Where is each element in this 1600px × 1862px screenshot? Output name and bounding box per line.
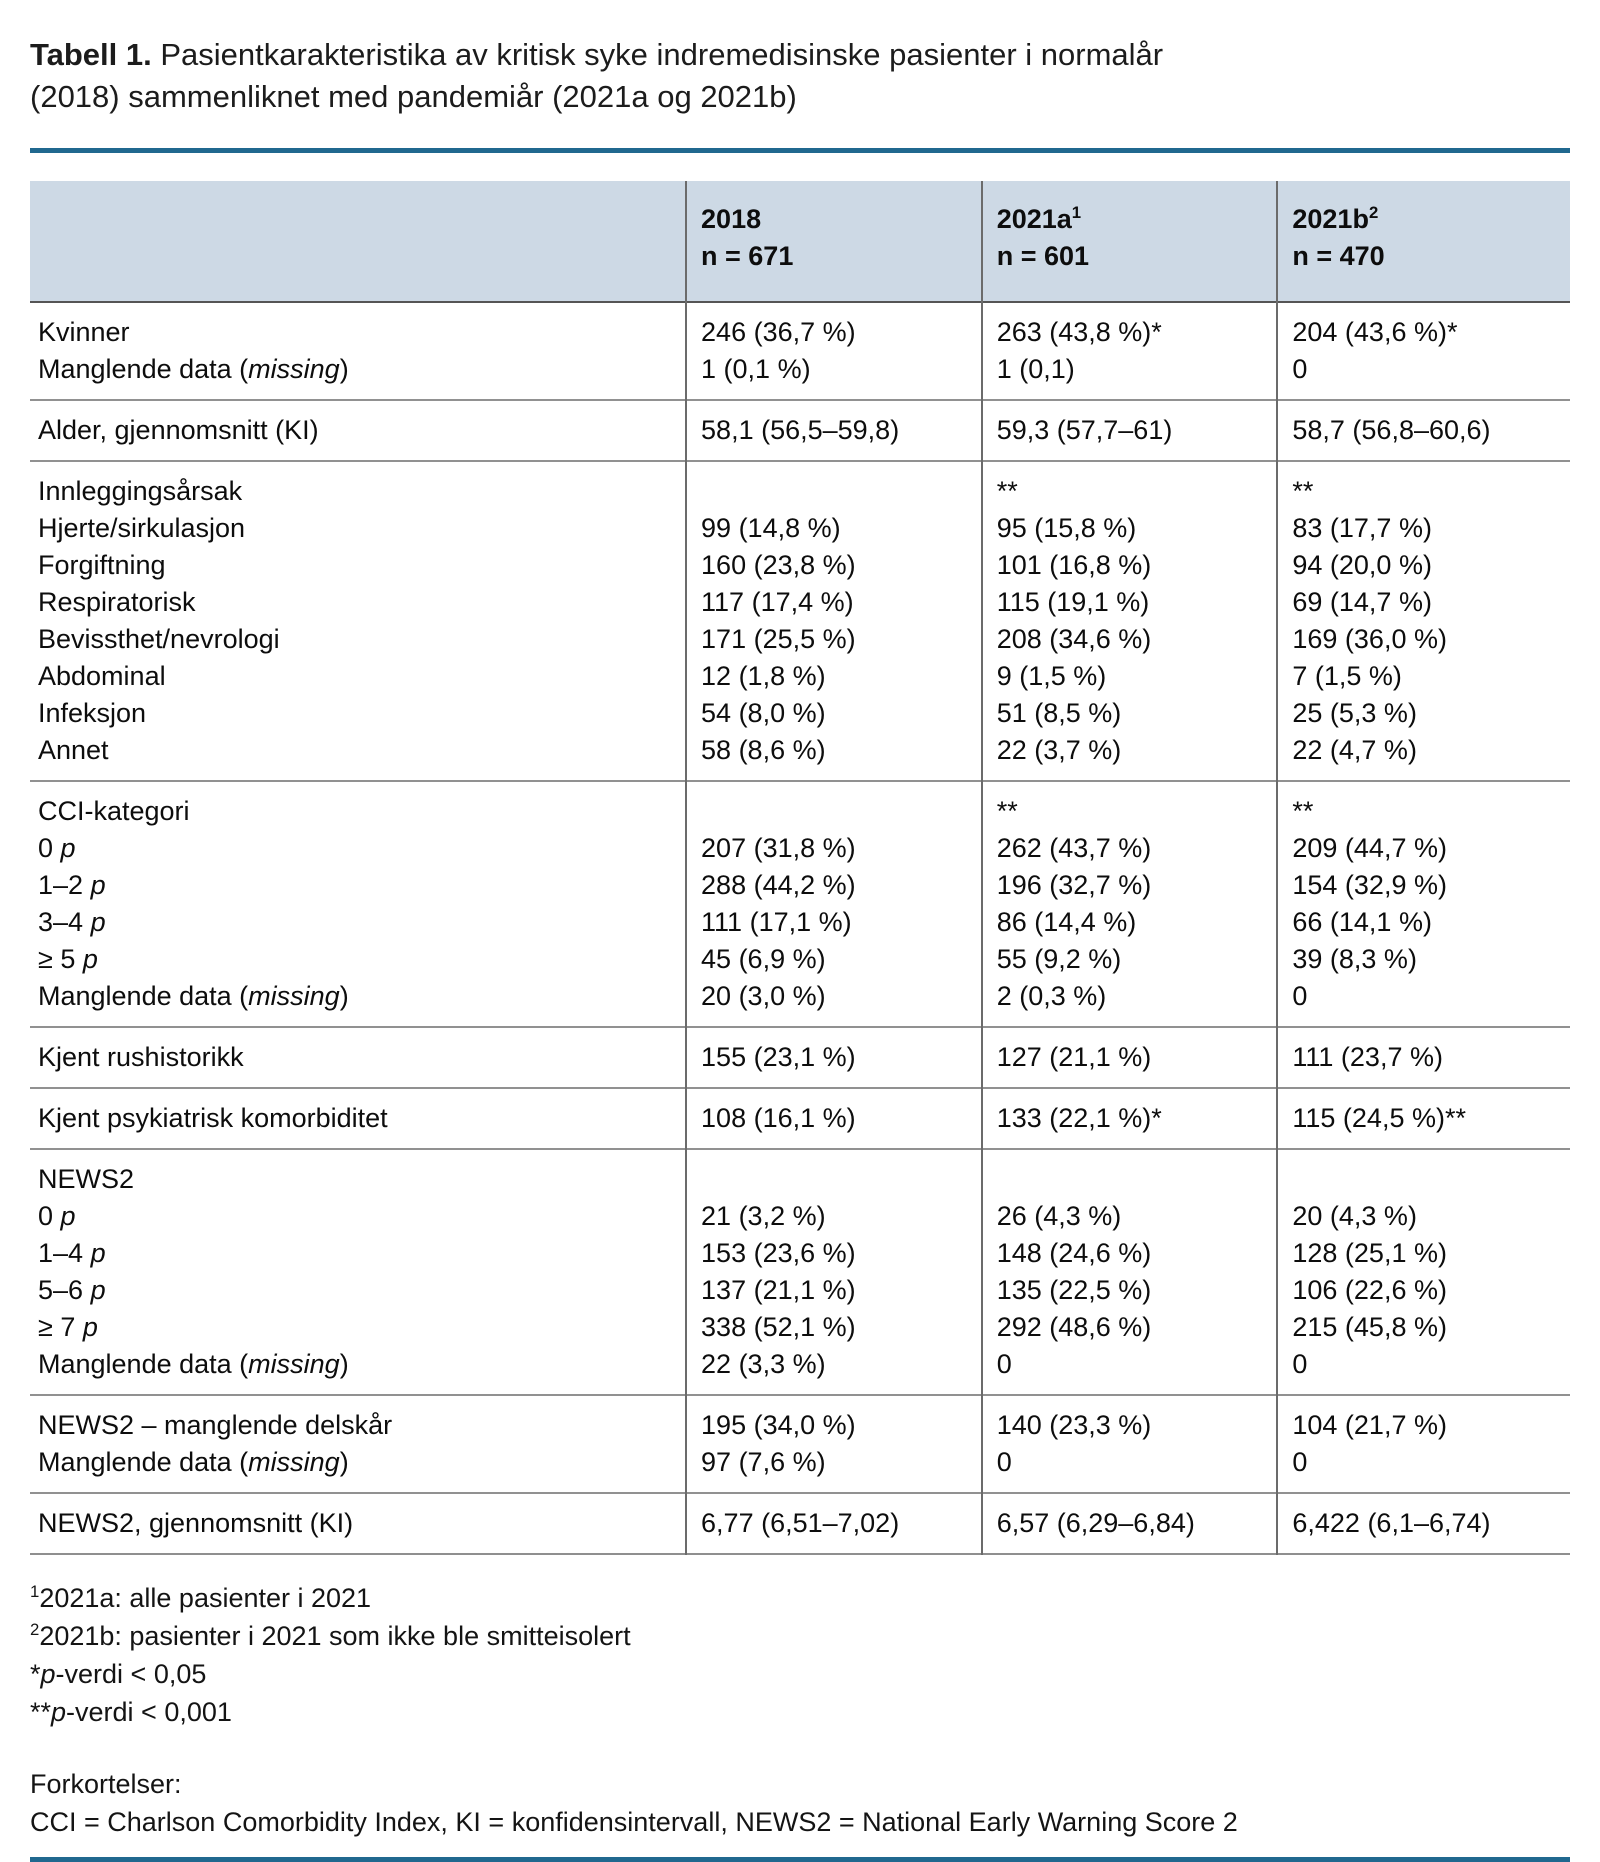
- cell-value: 95 (15,8 %): [996, 513, 1137, 543]
- cell-value: 6,77 (6,51–7,02): [701, 1508, 900, 1538]
- cell-value: 59,3 (57,7–61): [996, 415, 1173, 445]
- row-label-cell: [30, 302, 686, 400]
- table-row-group: [30, 1149, 1570, 1395]
- cell-value: 0: [1292, 1349, 1308, 1379]
- cell-value: 22 (3,3 %): [701, 1349, 826, 1379]
- value-cell-2021b: [1277, 461, 1570, 781]
- row-label: Innleggingsårsak: [38, 476, 243, 506]
- cell-value: 22 (3,7 %): [996, 735, 1122, 765]
- cell-value: 128 (25,1 %): [1292, 1238, 1447, 1268]
- value-cell-2018: [686, 1027, 982, 1088]
- cell-value: 135 (22,5 %): [996, 1275, 1152, 1305]
- row-label: Manglende data (missing): [38, 981, 349, 1011]
- table-row-group: [30, 1493, 1570, 1554]
- value-cell-2021b: [1277, 1395, 1570, 1493]
- row-label: Kjent rushistorikk: [38, 1042, 244, 1072]
- cell-value: 6,422 (6,1–6,74): [1292, 1508, 1491, 1538]
- value-cell-2021a: [982, 1088, 1278, 1149]
- cell-value: 209 (44,7 %): [1292, 833, 1447, 863]
- row-label: Kjent psykiatrisk komorbiditet: [38, 1103, 388, 1133]
- table-row-group: [30, 781, 1570, 1027]
- cell-value: 338 (52,1 %): [701, 1312, 856, 1342]
- cell-value: [997, 1161, 1269, 1198]
- row-label: Respiratorisk: [38, 587, 196, 617]
- cell-value: 117 (17,4 %): [701, 587, 854, 617]
- cell-value: 196 (32,7 %): [996, 870, 1152, 900]
- footnote: $^2$2021b: pasienter i 2021 som ikke ble smitteisolert: [30, 1620, 631, 1651]
- bottom-rule: [30, 1857, 1570, 1862]
- value-cell-2018: [686, 302, 982, 400]
- table-title-text: Pasientkarakteristika av kritisk syke indremedisinske pasienter i normalår (2018) sammenliknet med pandemiår (2021a og 2021b): [30, 37, 1164, 114]
- cell-value: 111 (23,7 %): [1292, 1042, 1443, 1072]
- table-row-group: [30, 461, 1570, 781]
- cell-value: 66 (14,1 %): [1292, 907, 1432, 937]
- row-label: Bevissthet/nevrologi: [38, 624, 280, 654]
- row-label: 5–6 p: [38, 1275, 106, 1305]
- cell-value: 83 (17,7 %): [1292, 513, 1432, 543]
- cell-value: [1292, 1161, 1562, 1198]
- cell-value: 51 (8,5 %): [996, 698, 1122, 728]
- row-label-cell: [30, 400, 686, 461]
- cell-value: 292 (48,6 %): [996, 1312, 1152, 1342]
- row-label-cell: [30, 1027, 686, 1088]
- cell-value: [701, 1161, 973, 1198]
- row-label: NEWS2 – manglende delskår: [38, 1410, 393, 1440]
- cell-value: 207 (31,8 %): [701, 833, 856, 863]
- value-cell-2021b: [1277, 1088, 1570, 1149]
- value-cell-2021b: [1277, 1027, 1570, 1088]
- column-n-label: n = 601: [996, 241, 1090, 271]
- cell-value: 0: [1292, 1447, 1308, 1477]
- row-label-cell: [30, 1088, 686, 1149]
- row-label-cell: [30, 1493, 686, 1554]
- cell-value: 263 (43,8 %)*: [996, 317, 1162, 347]
- value-cell-2021a: [982, 400, 1278, 461]
- value-cell-2021b: [1277, 302, 1570, 400]
- cell-value: 54 (8,0 %): [701, 698, 826, 728]
- value-cell-2018: [686, 781, 982, 1027]
- cell-value: 94 (20,0 %): [1292, 550, 1432, 580]
- column-n-label: n = 671: [701, 241, 794, 271]
- cell-value: 127 (21,1 %): [996, 1042, 1152, 1072]
- abbreviations-heading: Forkortelser:: [30, 1769, 182, 1799]
- table-title-label: Tabell 1.: [30, 37, 152, 72]
- cell-value: 6,57 (6,29–6,84): [996, 1508, 1195, 1538]
- cell-value: 55 (9,2 %): [996, 944, 1122, 974]
- value-cell-2018: [686, 1088, 982, 1149]
- value-cell-2018: [686, 461, 982, 781]
- row-label: NEWS2: [38, 1164, 135, 1194]
- cell-value: 86 (14,4 %): [996, 907, 1137, 937]
- row-label: ≥ 5 p: [38, 944, 98, 974]
- cell-value: 154 (32,9 %): [1292, 870, 1447, 900]
- cell-value: 204 (43,6 %)*: [1292, 317, 1458, 347]
- value-cell-2021a: [982, 302, 1278, 400]
- cell-value: 108 (16,1 %): [701, 1103, 856, 1133]
- value-cell-2021b: [1277, 1493, 1570, 1554]
- value-cell-2018: [686, 1493, 982, 1554]
- column-footnote-marker: 1: [1071, 203, 1082, 222]
- column-footnote-marker: 2: [1368, 203, 1379, 222]
- cell-value: **: [1292, 796, 1314, 826]
- cell-value: 104 (21,7 %): [1292, 1410, 1447, 1440]
- value-cell-2018: [686, 1395, 982, 1493]
- column-n-label: n = 470: [1292, 241, 1385, 271]
- row-label: Manglende data (missing): [38, 1447, 349, 1477]
- cell-value: 195 (34,0 %): [701, 1410, 856, 1440]
- cell-value: 0: [996, 1447, 1012, 1477]
- value-cell-2018: [686, 400, 982, 461]
- row-label: NEWS2, gjennomsnitt (KI): [38, 1508, 354, 1538]
- cell-value: 115 (24,5 %)**: [1292, 1103, 1466, 1133]
- column-year-label: $2021a^1$: [996, 203, 1082, 234]
- abbreviations: [30, 1765, 1570, 1841]
- footnote: *p-verdi < 0,05: [30, 1659, 207, 1689]
- cell-value: 153 (23,6 %): [701, 1238, 856, 1268]
- cell-value: **: [996, 796, 1018, 826]
- value-cell-2018: [686, 1149, 982, 1395]
- cell-value: 9 (1,5 %): [996, 661, 1107, 691]
- cell-value: 246 (36,7 %): [701, 317, 856, 347]
- cell-value: 45 (6,9 %): [701, 944, 826, 974]
- footnote-marker: 1: [30, 1582, 40, 1601]
- cell-value: 39 (8,3 %): [1292, 944, 1417, 974]
- row-label: 1–2 p: [38, 870, 106, 900]
- row-label: Kvinner: [38, 317, 130, 347]
- cell-value: 140 (23,3 %): [996, 1410, 1152, 1440]
- row-label: CCI-kategori: [38, 796, 190, 826]
- cell-value: 1 (0,1 %): [701, 354, 811, 384]
- row-label: 3–4 p: [38, 907, 106, 937]
- cell-value: 99 (14,8 %): [701, 513, 841, 543]
- column-year-label: $2021b^2$: [1292, 203, 1379, 234]
- cell-value: [701, 473, 973, 510]
- column-header-2021b: [1277, 181, 1570, 302]
- column-header-2018: [686, 181, 982, 302]
- row-label: Annet: [38, 735, 109, 765]
- cell-value: 0: [1292, 981, 1308, 1011]
- cell-value: 22 (4,7 %): [1292, 735, 1417, 765]
- cell-value: 155 (23,1 %): [701, 1042, 856, 1072]
- row-label-cell: [30, 1149, 686, 1395]
- row-label: 0 p: [38, 833, 76, 863]
- table-title: [30, 34, 1180, 118]
- value-cell-2021b: [1277, 1149, 1570, 1395]
- value-cell-2021a: [982, 781, 1278, 1027]
- footnotes: [30, 1579, 1570, 1731]
- row-label: ≥ 7 p: [38, 1312, 98, 1342]
- cell-value: 115 (19,1 %): [996, 587, 1150, 617]
- footnote-marker: 2: [30, 1620, 40, 1639]
- value-cell-2021a: [982, 461, 1278, 781]
- cell-value: 133 (22,1 %)*: [996, 1103, 1162, 1133]
- cell-value: **: [1292, 476, 1314, 506]
- cell-value: 160 (23,8 %): [701, 550, 856, 580]
- cell-value: [701, 793, 973, 830]
- cell-value: 148 (24,6 %): [996, 1238, 1152, 1268]
- cell-value: 171 (25,5 %): [701, 624, 856, 654]
- cell-value: 20 (4,3 %): [1292, 1201, 1417, 1231]
- cell-value: **: [996, 476, 1018, 506]
- cell-value: 7 (1,5 %): [1292, 661, 1402, 691]
- cell-value: 20 (3,0 %): [701, 981, 826, 1011]
- top-rule: [30, 148, 1570, 153]
- header-row: [30, 181, 1570, 302]
- cell-value: 69 (14,7 %): [1292, 587, 1432, 617]
- value-cell-2021a: [982, 1149, 1278, 1395]
- cell-value: 169 (36,0 %): [1292, 624, 1447, 654]
- cell-value: 1 (0,1): [996, 354, 1075, 384]
- cell-value: 25 (5,3 %): [1292, 698, 1417, 728]
- table-row-group: [30, 1395, 1570, 1493]
- cell-value: 111 (17,1 %): [701, 907, 852, 937]
- footnote: **p-verdi < 0,001: [30, 1697, 232, 1727]
- value-cell-2021a: [982, 1395, 1278, 1493]
- cell-value: 58,1 (56,5–59,8): [701, 415, 900, 445]
- row-label: Forgiftning: [38, 550, 166, 580]
- cell-value: 12 (1,8 %): [701, 661, 826, 691]
- column-header-2021a: [982, 181, 1278, 302]
- cell-value: 58 (8,6 %): [701, 735, 826, 765]
- cell-value: 58,7 (56,8–60,6): [1292, 415, 1491, 445]
- row-label: Manglende data (missing): [38, 354, 349, 384]
- row-label: Abdominal: [38, 661, 166, 691]
- row-label: 1–4 p: [38, 1238, 106, 1268]
- table-row-group: [30, 1027, 1570, 1088]
- cell-value: 21 (3,2 %): [701, 1201, 826, 1231]
- cell-value: 97 (7,6 %): [701, 1447, 826, 1477]
- table-row-group: [30, 1088, 1570, 1149]
- table-row-group: [30, 400, 1570, 461]
- abbreviations-text: CCI = Charlson Comorbidity Index, KI = konfidensintervall, NEWS2 = National Early Warning Score 2: [30, 1807, 1238, 1837]
- table-header: [30, 181, 1570, 302]
- value-cell-2021b: [1277, 400, 1570, 461]
- cell-value: 262 (43,7 %): [996, 833, 1152, 863]
- row-label: Manglende data (missing): [38, 1349, 349, 1379]
- table-row-group: [30, 302, 1570, 400]
- value-cell-2021a: [982, 1027, 1278, 1088]
- table-body: [30, 302, 1570, 1554]
- cell-value: 215 (45,8 %): [1292, 1312, 1447, 1342]
- row-label-cell: [30, 461, 686, 781]
- cell-value: 26 (4,3 %): [996, 1201, 1122, 1231]
- row-label: Alder, gjennomsnitt (KI): [38, 415, 319, 445]
- patient-characteristics-table: [30, 181, 1570, 1555]
- row-label: Hjerte/sirkulasjon: [38, 513, 246, 543]
- cell-value: 0: [1292, 354, 1308, 384]
- cell-value: 0: [996, 1349, 1012, 1379]
- cell-value: 2 (0,3 %): [996, 981, 1107, 1011]
- row-label-cell: [30, 781, 686, 1027]
- column-year-label: 2018: [701, 204, 762, 234]
- cell-value: 137 (21,1 %): [701, 1275, 856, 1305]
- value-cell-2021b: [1277, 781, 1570, 1027]
- cell-value: 208 (34,6 %): [996, 624, 1152, 654]
- header-cell-empty: [30, 181, 686, 302]
- value-cell-2021a: [982, 1493, 1278, 1554]
- row-label: Infeksjon: [38, 698, 147, 728]
- cell-value: 101 (16,8 %): [996, 550, 1152, 580]
- cell-value: 106 (22,6 %): [1292, 1275, 1447, 1305]
- row-label-cell: [30, 1395, 686, 1493]
- footnote: $^1$2021a: alle pasienter i 2021: [30, 1582, 372, 1613]
- row-label: 0 p: [38, 1201, 76, 1231]
- cell-value: 288 (44,2 %): [701, 870, 856, 900]
